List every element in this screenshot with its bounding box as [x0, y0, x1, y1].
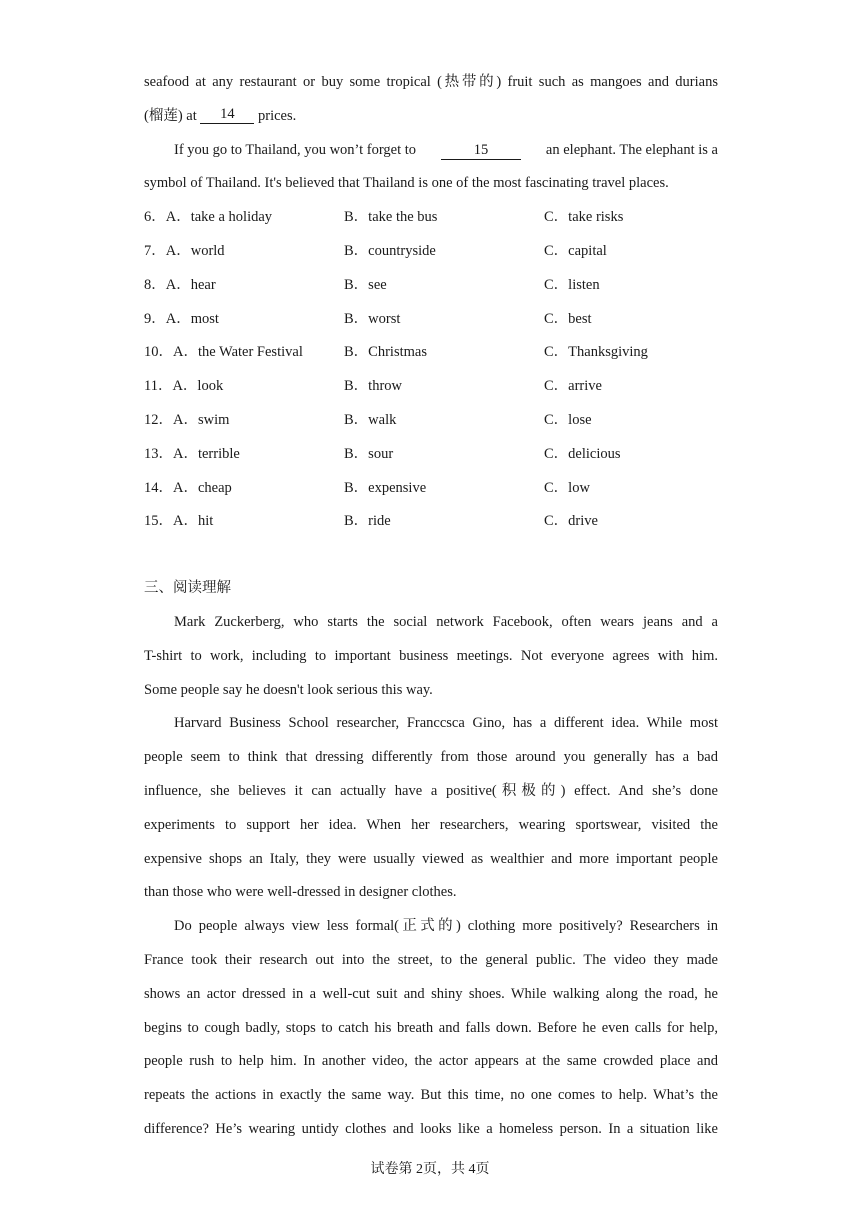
reading-line: Some people say he doesn't look serious this way.	[144, 681, 433, 698]
option-b: B．throw	[344, 378, 402, 395]
option-b: B．sour	[344, 445, 394, 462]
passage-line: symbol of Thailand. It's believed that Thailand is one of the most fascinating travel places.	[144, 175, 669, 192]
blank-15: 15	[441, 143, 521, 160]
options-list	[144, 201, 718, 539]
option-c: C．capital	[544, 242, 607, 259]
option-a: 15．A．hit	[144, 513, 214, 530]
option-a: 7．A．world	[144, 242, 225, 259]
option-b: B．expensive	[344, 479, 427, 496]
reading-line: people rush to help him. In another video, the actor appears at the same crowded place and	[144, 1053, 718, 1070]
option-c: C．delicious	[544, 445, 621, 462]
option-row	[144, 336, 718, 370]
option-a: 6．A．take a holiday	[144, 209, 273, 226]
reading-line: repeats the actions in exactly the same way. But this time, no one comes to help. What’s the	[144, 1087, 718, 1104]
cloze-passage-end	[144, 66, 718, 201]
reading-paragraph-3	[144, 910, 718, 1147]
reading-paragraph-2	[144, 707, 718, 910]
option-b: B．take the bus	[344, 209, 438, 226]
reading-line: Mark Zuckerberg, who starts the social network Facebook, often wears jeans and a	[174, 613, 718, 630]
option-b: B．ride	[344, 513, 391, 530]
option-c: C．Thanksgiving	[544, 344, 648, 361]
passage-text: If you go to Thailand, you won’t forget to	[174, 141, 417, 158]
page-content	[144, 66, 718, 1147]
option-b: B．countryside	[344, 242, 436, 259]
reading-line: France took their research out into the street, to the general public. The video they made	[144, 951, 718, 968]
passage-text: (榴莲) at	[144, 107, 197, 124]
reading-line: difference? He’s wearing untidy clothes and looks like a homeless person. In a situation like	[144, 1120, 718, 1137]
option-row	[144, 303, 718, 337]
reading-line: T-shirt to work, including to important business meetings. Not everyone agrees with him.	[144, 647, 718, 664]
option-c: C．take risks	[544, 209, 624, 226]
reading-line: influence, she believes it can actually have a positive(积极的) effect. And she’s done	[144, 782, 718, 799]
reading-paragraph-1	[144, 606, 718, 707]
passage-text: prices.	[258, 107, 297, 124]
reading-line: than those who were well-dressed in designer clothes.	[144, 884, 457, 901]
reading-passage	[144, 606, 718, 1147]
option-c: C．arrive	[544, 378, 602, 395]
option-a: 13．A．terrible	[144, 445, 240, 462]
reading-line: people seem to think that dressing differently from those around you generally has a bad	[144, 749, 718, 766]
option-a: 8．A．hear	[144, 276, 216, 293]
option-row	[144, 269, 718, 303]
passage-line	[144, 100, 718, 134]
section-title: 三、阅读理解	[144, 580, 231, 597]
option-c: C．drive	[544, 513, 598, 530]
option-row	[144, 235, 718, 269]
option-row	[144, 201, 718, 235]
reading-line: shows an actor dressed in a well-cut suit and shiny shoes. While walking along the road, he	[144, 985, 718, 1002]
blank-14: 14	[200, 107, 254, 124]
option-row	[144, 472, 718, 506]
reading-line: Harvard Business School researcher, Franccsca Gino, has a different idea. While most	[174, 715, 718, 732]
option-row	[144, 370, 718, 404]
option-b: B．worst	[344, 310, 401, 327]
option-c: C．lose	[544, 411, 592, 428]
passage-line	[144, 134, 718, 168]
option-a: 14．A．cheap	[144, 479, 232, 496]
option-b: B．see	[344, 276, 387, 293]
option-c: C．best	[544, 310, 592, 327]
reading-line: experiments to support her idea. When her researchers, wearing sportswear, visited the	[144, 816, 718, 833]
reading-line: Do people always view less formal(正式的) clothing more positively? Researchers in	[174, 918, 718, 935]
option-a: 10．A．the Water Festival	[144, 344, 303, 361]
option-row	[144, 404, 718, 438]
option-row	[144, 438, 718, 472]
page-footer: 试卷第 2页，共 4页	[370, 1162, 490, 1177]
option-a: 11．A．look	[144, 378, 224, 395]
option-c: C．low	[544, 479, 590, 496]
option-b: B．walk	[344, 411, 397, 428]
option-b: B．Christmas	[344, 344, 427, 361]
option-row	[144, 505, 718, 539]
option-a: 12．A．swim	[144, 411, 230, 428]
passage-text: an elephant. The elephant is a	[545, 141, 718, 158]
reading-line: expensive shops an Italy, they were usually viewed as wealthier and more important people	[144, 850, 718, 867]
passage-line: seafood at any restaurant or buy some tropical (热带的) fruit such as mangoes and durians	[144, 74, 718, 90]
option-a: 9．A．most	[144, 310, 219, 327]
reading-line: begins to cough badly, stops to catch his breath and falls down. Before he even calls for help,	[144, 1019, 718, 1036]
option-c: C．listen	[544, 276, 600, 293]
